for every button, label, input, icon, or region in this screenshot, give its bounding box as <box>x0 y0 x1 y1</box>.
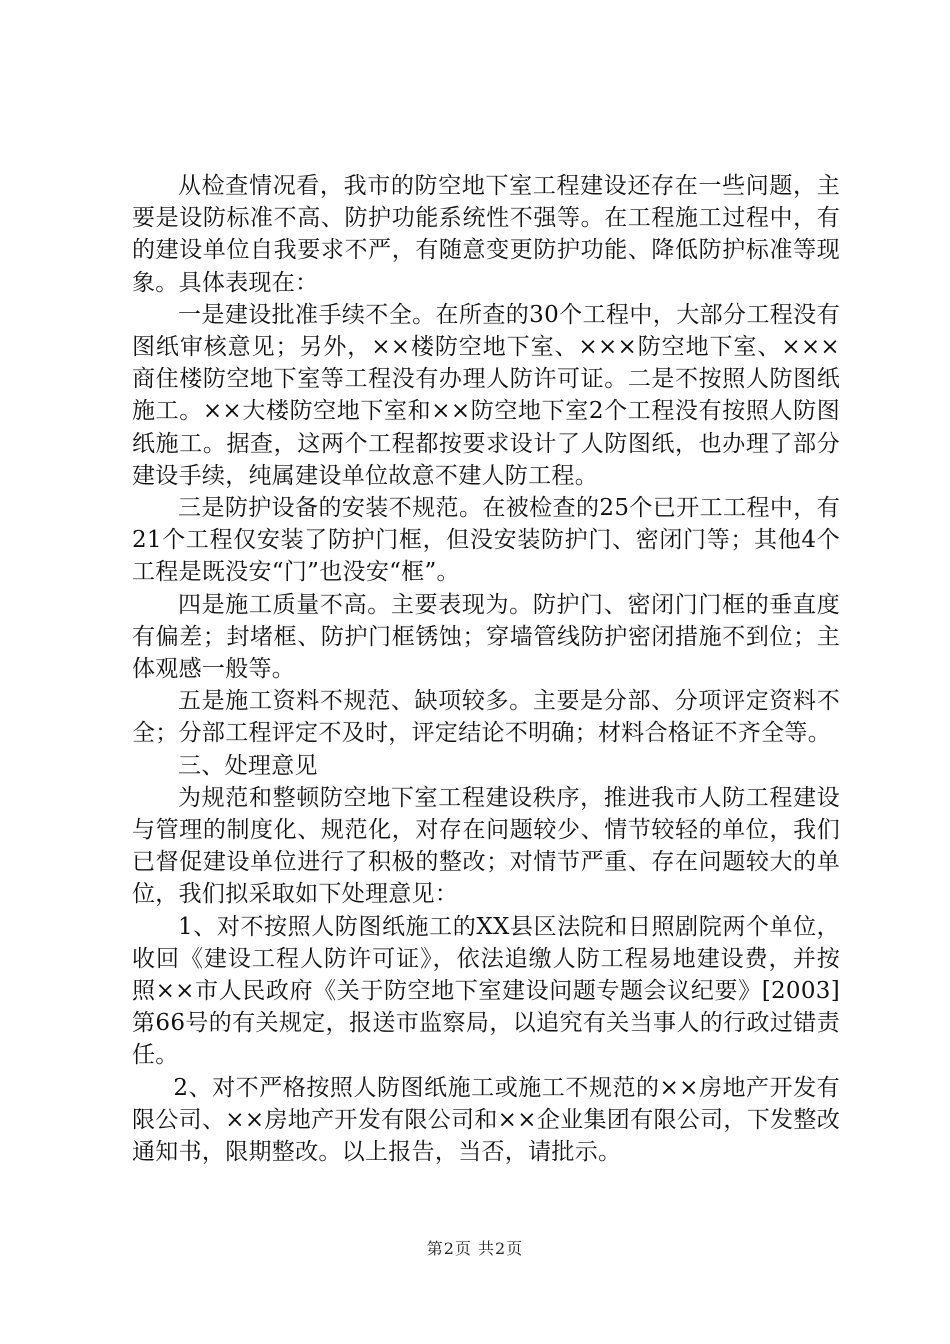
page-footer <box>0 1239 950 1259</box>
paragraph-inspection-overview: 从检查情况看，我市的防空地下室工程建设还存在一些问题，主要是设防标准不高、防护功能系统性不强等。在工程施工过程中，有的建设单位自我要求不严，有随意变更防护功能、降低防护标准等现象。具体表现在： <box>132 173 840 296</box>
paragraph-issue-construction-quality: 四是施工质量不高。主要表现为。防护门、密闭门门框的垂直度有偏差；封堵框、防护门框锈蚀；穿墙管线防护密闭措施不到位；主体观感一般等。 <box>132 591 840 683</box>
section-heading-handling-opinions: 三、处理意见 <box>178 752 318 779</box>
page-number-label: 第2页 共2页 <box>426 1239 524 1258</box>
paragraph-issue-approval-and-drawings: 一是建设批准手续不全。在所查的30个工程中，大部分工程没有图纸审核意见；另外，××楼防空地下室、×××防空地下室、×××商住楼防空地下室等工程没有办理人防许可证。二是不按照人防图纸施工。××大楼防空地下室和××防空地下室2个工程没有按照人防图纸施工。据查，这两个工程都按要求设计了人防图纸，也办理了部分建设手续，纯属建设单位故意不建人防工程。 <box>132 301 840 489</box>
paragraph-issue-equipment-installation: 三是防护设备的安装不规范。在被检查的25个已开工工程中，有21个工程仅安装了防护门框，但没安装防护门、密闭门等；其他4个工程是既没安“门”也没安“框”。 <box>132 495 840 586</box>
paragraph-issue-construction-records: 五是施工资料不规范、缺项较多。主要是分部、分项评定资料不全；分部工程评定不及时，评定结论不明确；材料合格证不齐全等。 <box>132 688 840 747</box>
paragraph-handling-item-2: 2、对不严格按照人防图纸施工或施工不规范的××房地产开发有限公司、××房地产开发有限公司和××企业集团有限公司，下发整改通知书，限期整改。以上报告，当否，请批示。 <box>132 1074 840 1166</box>
document-body <box>132 170 840 1168</box>
paragraph-handling-intro: 为规范和整顿防空地下室工程建设秩序，推进我市人防工程建设与管理的制度化、规范化，对存在问题较少、情节较轻的单位，我们已督促建设单位进行了积极的整改；对情节严重、存在问题较大的单位，我们拟采取如下处理意见： <box>132 784 840 908</box>
paragraph-handling-item-1: 1、对不按照人防图纸施工的XX县区法院和日照剧院两个单位，收回《建设工程人防许可证》，依法追缴人防工程易地建设费，并按照××市人民政府《关于防空地下室建设问题专题会议纪要》[2003]第66号的有关规定，报送市监察局，以追究有关当事人的行政过错责任。 <box>132 913 840 1069</box>
